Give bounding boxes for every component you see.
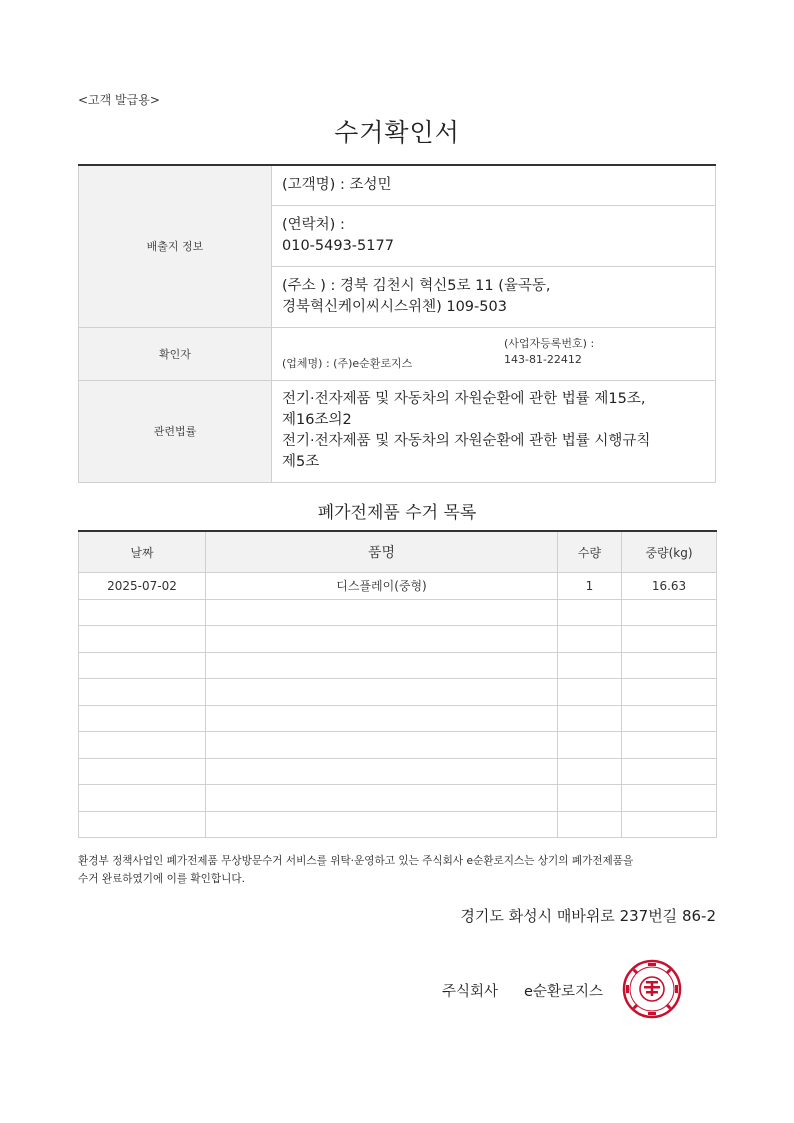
cell-date: 2025-07-02 [79,573,206,600]
cell-weight [622,626,717,653]
customer-field: (고객명) : 조성민 [272,165,716,205]
document-title: 수거확인서 [334,118,460,147]
law-field [272,380,716,482]
cell-item-name [206,732,558,759]
cell-item-name [206,679,558,706]
issue-tag: <고객 발급용> [78,93,160,107]
cell-item-name [206,626,558,653]
table-row [79,732,717,759]
address-line-1: (주소 ) : 경북 김천시 혁신5로 11 (율곡동, [282,277,551,294]
info-table [78,164,716,483]
cell-weight [622,732,717,759]
confirmer-label: 확인자 [79,327,272,380]
company-address: 경기도 화성시 매바위로 237번길 86-2 [460,907,716,925]
seal-marks [626,963,678,1015]
confirmation-note [78,852,728,888]
table-row [79,573,717,600]
cell-weight: 16.63 [622,573,717,600]
bizno-value: 143-81-22412 [504,352,582,366]
cell-quantity [558,811,622,838]
table-row [79,758,717,785]
cell-item-name: 디스플레이(중형) [206,573,558,600]
cell-item-name [206,652,558,679]
cell-quantity [558,705,622,732]
cell-date [79,679,206,706]
company-prefix: 주식회사 [442,984,499,1000]
cell-weight [622,679,717,706]
header-quantity: 수량 [558,531,622,573]
cell-item-name [206,705,558,732]
cell-quantity: 1 [558,573,622,600]
cell-date [79,811,206,838]
cell-item-name [206,758,558,785]
cell-quantity [558,652,622,679]
header-weight: 중량(kg) [622,531,717,573]
header-date: 날짜 [79,531,206,573]
collection-list-table [78,530,717,838]
cell-date [79,626,206,653]
cell-item-name [206,785,558,812]
table-row [79,785,717,812]
law-line: 전기·전자제품 및 자동차의 자원순환에 관한 법률 시행규칙 [282,433,651,449]
cell-item-name [206,811,558,838]
table-row [79,652,717,679]
cell-quantity [558,785,622,812]
cell-date [79,599,206,626]
table-row [79,599,717,626]
law-line: 제16조의2 [282,412,352,428]
cell-weight [622,758,717,785]
law-label: 관련법률 [79,380,272,482]
cell-quantity [558,679,622,706]
header-item-name: 품명 [206,531,558,573]
note-line-1: 환경부 정책사업인 폐가전제품 무상방문수거 서비스를 위탁·운영하고 있는 주식회사 e순환로지스는 상기의 폐가전제품을 [78,855,634,867]
bizno-field [504,336,594,368]
cell-item-name [206,599,558,626]
company-name: e순환로지스 [524,984,603,1000]
table-row [79,705,717,732]
cell-quantity [558,732,622,759]
law-line: 제5조 [282,454,320,470]
table-row [79,626,717,653]
cell-weight [622,705,717,732]
discharge-label: 배출지 정보 [79,165,272,327]
cell-weight [622,599,717,626]
cell-weight [622,811,717,838]
cell-quantity [558,599,622,626]
cell-weight [622,785,717,812]
company-seal [622,959,682,1019]
cell-weight [622,652,717,679]
table-row [79,811,717,838]
address-field [272,266,716,327]
contact-label: (연락처) : [282,216,345,233]
cell-date [79,785,206,812]
cell-date [79,758,206,785]
note-line-2: 수거 완료하였기에 이를 확인합니다. [78,873,245,885]
list-title: 폐가전제품 수거 목록 [317,503,477,523]
law-line: 전기·전자제품 및 자동차의 자원순환에 관한 법률 제15조, [282,391,646,407]
company-field: (업체명) : (주)e순환로지스 [282,356,413,370]
cell-date [79,652,206,679]
contact-field [272,205,716,266]
cell-date [79,732,206,759]
confirmer-field [272,327,716,380]
table-row [79,679,717,706]
cell-quantity [558,626,622,653]
address-line-2: 경북혁신케이씨시스위첸) 109-503 [282,298,507,315]
cell-date [79,705,206,732]
bizno-label: (사업자등록번호) : [504,336,595,350]
contact-value: 010-5493-5177 [282,237,394,254]
cell-quantity [558,758,622,785]
company-signature [442,980,603,1001]
